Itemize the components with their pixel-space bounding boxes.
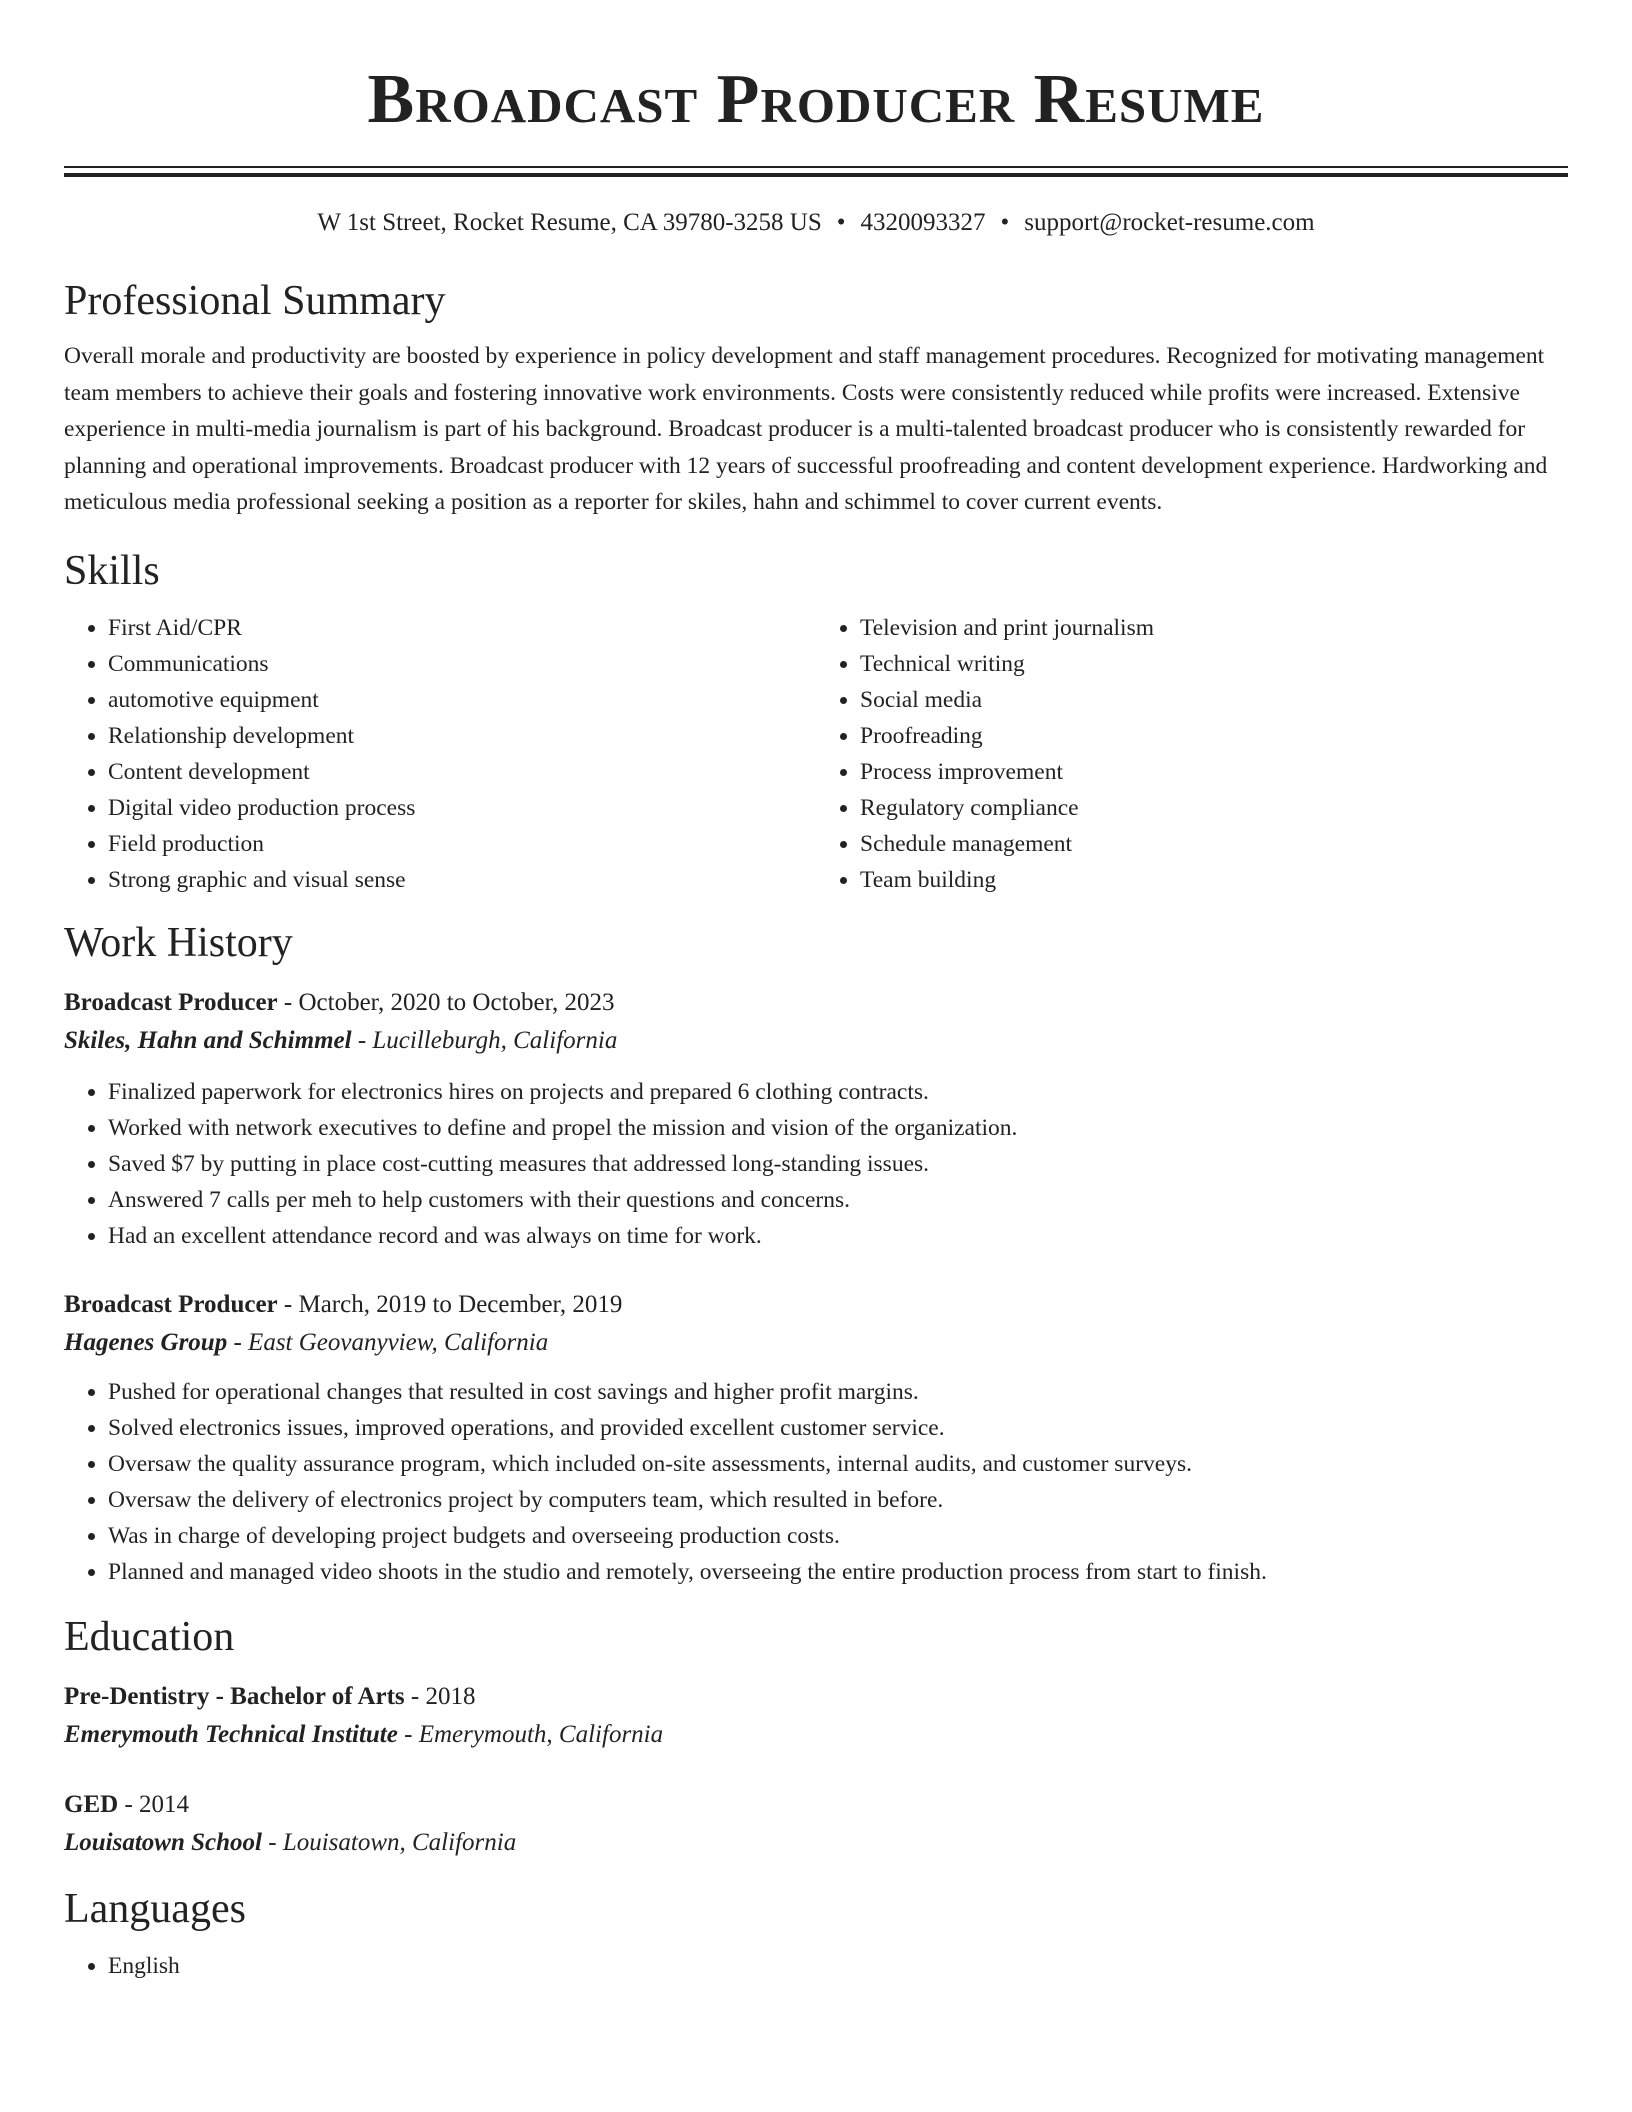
job-dates: October, 2020 to October, 2023 bbox=[298, 988, 615, 1016]
language-item: • English bbox=[108, 1948, 1568, 1984]
skill-item: • Field production bbox=[108, 826, 816, 862]
contact-line bbox=[64, 206, 1568, 240]
summary-section bbox=[64, 276, 1568, 521]
contact-email: support@rocket-resume.com bbox=[1024, 209, 1315, 236]
skills-right-list bbox=[816, 610, 1568, 898]
job-bullets bbox=[64, 1074, 1568, 1254]
education-entry bbox=[64, 1678, 1568, 1754]
skill-item: • Social media bbox=[860, 682, 1568, 718]
job-bullet: • Planned and managed video shoots in the studio and remotely, overseeing the entire production process from start to finish. bbox=[108, 1554, 1568, 1590]
job-bullet: • Oversaw the quality assurance program, which included on-site assessments, internal audits, and customer surveys. bbox=[108, 1446, 1568, 1482]
job-bullet: • Worked with network executives to define and propel the mission and vision of the organization. bbox=[108, 1110, 1568, 1146]
job-bullet: • Answered 7 calls per meh to help customers with their questions and concerns. bbox=[108, 1182, 1568, 1218]
education-year: 2014 bbox=[139, 1790, 190, 1818]
skill-item: • Team building bbox=[860, 862, 1568, 898]
languages-list bbox=[64, 1948, 1568, 1984]
job-bullet: • Was in charge of developing project budgets and overseeing production costs. bbox=[108, 1518, 1568, 1554]
education-section bbox=[64, 1612, 1568, 1862]
skill-item: • Technical writing bbox=[860, 646, 1568, 682]
job-bullet: • Saved $7 by putting in place cost-cutting measures that addressed long-standing issues. bbox=[108, 1146, 1568, 1182]
job-bullet: • Solved electronics issues, improved operations, and provided excellent customer service. bbox=[108, 1410, 1568, 1446]
education-header: GED - 2014 bbox=[64, 1790, 190, 1818]
education-heading: Education bbox=[64, 1613, 235, 1660]
job-bullet: • Oversaw the delivery of electronics project by computers team, which resulted in before. bbox=[108, 1482, 1568, 1518]
resume-title: Broadcast Producer Resume bbox=[367, 61, 1265, 138]
skill-item: • Process improvement bbox=[860, 754, 1568, 790]
skill-item: • Television and print journalism bbox=[860, 610, 1568, 646]
job-bullets bbox=[64, 1374, 1568, 1590]
languages-heading: Languages bbox=[64, 1885, 246, 1932]
skill-item: • Proofreading bbox=[860, 718, 1568, 754]
languages-section bbox=[64, 1884, 1568, 1984]
job-company: Hagenes Group bbox=[64, 1328, 228, 1356]
education-entry bbox=[64, 1786, 1568, 1862]
job-bullet: • Pushed for operational changes that resulted in cost savings and higher profit margins. bbox=[108, 1374, 1568, 1410]
work-history-heading: Work History bbox=[64, 919, 293, 966]
job-dates: March, 2019 to December, 2019 bbox=[298, 1290, 623, 1318]
job-bullet: • Finalized paperwork for electronics hires on projects and prepared 6 clothing contracts. bbox=[108, 1074, 1568, 1110]
job-employer: Skiles, Hahn and Schimmel - Lucilleburgh, California bbox=[64, 1026, 618, 1054]
skills-section bbox=[64, 546, 1568, 898]
skill-item: • Strong graphic and visual sense bbox=[108, 862, 816, 898]
education-year: 2018 bbox=[425, 1682, 476, 1710]
education-institution: Louisatown School - Louisatown, California bbox=[64, 1828, 517, 1856]
contact-address: W 1st Street, Rocket Resume, CA 39780-3258 US bbox=[317, 209, 822, 236]
skill-item: • Regulatory compliance bbox=[860, 790, 1568, 826]
skill-item: • Content development bbox=[108, 754, 816, 790]
contact-separator: • bbox=[1000, 209, 1010, 236]
skill-item: • Relationship development bbox=[108, 718, 816, 754]
title-double-rule bbox=[64, 166, 1568, 177]
skills-heading: Skills bbox=[64, 547, 160, 594]
skills-columns bbox=[64, 610, 1568, 898]
skill-item: • First Aid/CPR bbox=[108, 610, 816, 646]
skill-item: • Digital video production process bbox=[108, 790, 816, 826]
job-entry bbox=[64, 1286, 1568, 1590]
summary-text: Overall morale and productivity are boosted by experience in policy development and staff management procedures. Recognized for motivating management team members to achieve their goals and fostering innovative work environments. Costs were consistently reduced while profits were increased. Extensive experience in multi-media journalism is part of his background. Broadcast producer is a multi-talented broadcast producer who is consistently rewarded for planning and operational improvements. Broadcast producer with 12 years of successful proofreading and content development experience. Hardworking and meticulous media professional seeking a position as a reporter for skiles, hahn and schimmel to cover current events. bbox=[64, 343, 1548, 515]
job-location: Lucilleburgh, California bbox=[372, 1026, 618, 1054]
contact-separator: • bbox=[836, 209, 846, 236]
skill-item: • Schedule management bbox=[860, 826, 1568, 862]
skill-item: • Communications bbox=[108, 646, 816, 682]
job-header: Broadcast Producer - March, 2019 to December, 2019 bbox=[64, 1290, 623, 1318]
job-title: Broadcast Producer bbox=[64, 988, 278, 1016]
education-degree: GED bbox=[64, 1790, 119, 1818]
job-title: Broadcast Producer bbox=[64, 1290, 278, 1318]
education-header: Pre-Dentistry - Bachelor of Arts - 2018 bbox=[64, 1682, 476, 1710]
job-employer: Hagenes Group - East Geovanyview, California bbox=[64, 1328, 549, 1356]
education-school: Louisatown School bbox=[64, 1828, 262, 1856]
contact-phone: 4320093327 bbox=[860, 209, 986, 236]
education-school: Emerymouth Technical Institute bbox=[64, 1720, 398, 1748]
education-degree: Pre-Dentistry - Bachelor of Arts bbox=[64, 1682, 405, 1710]
job-bullet: • Had an excellent attendance record and was always on time for work. bbox=[108, 1218, 1568, 1254]
job-company: Skiles, Hahn and Schimmel bbox=[64, 1026, 352, 1054]
skill-item: • automotive equipment bbox=[108, 682, 816, 718]
education-institution: Emerymouth Technical Institute - Emerymouth, California bbox=[64, 1720, 664, 1748]
skills-left-list bbox=[64, 610, 816, 898]
job-header: Broadcast Producer - October, 2020 to October, 2023 bbox=[64, 988, 615, 1016]
education-location: Louisatown, California bbox=[282, 1828, 517, 1856]
job-location: East Geovanyview, California bbox=[248, 1328, 549, 1356]
work-history-section bbox=[64, 918, 1568, 1590]
job-entry bbox=[64, 984, 1568, 1254]
education-location: Emerymouth, California bbox=[418, 1720, 664, 1748]
summary-heading: Professional Summary bbox=[64, 278, 446, 324]
